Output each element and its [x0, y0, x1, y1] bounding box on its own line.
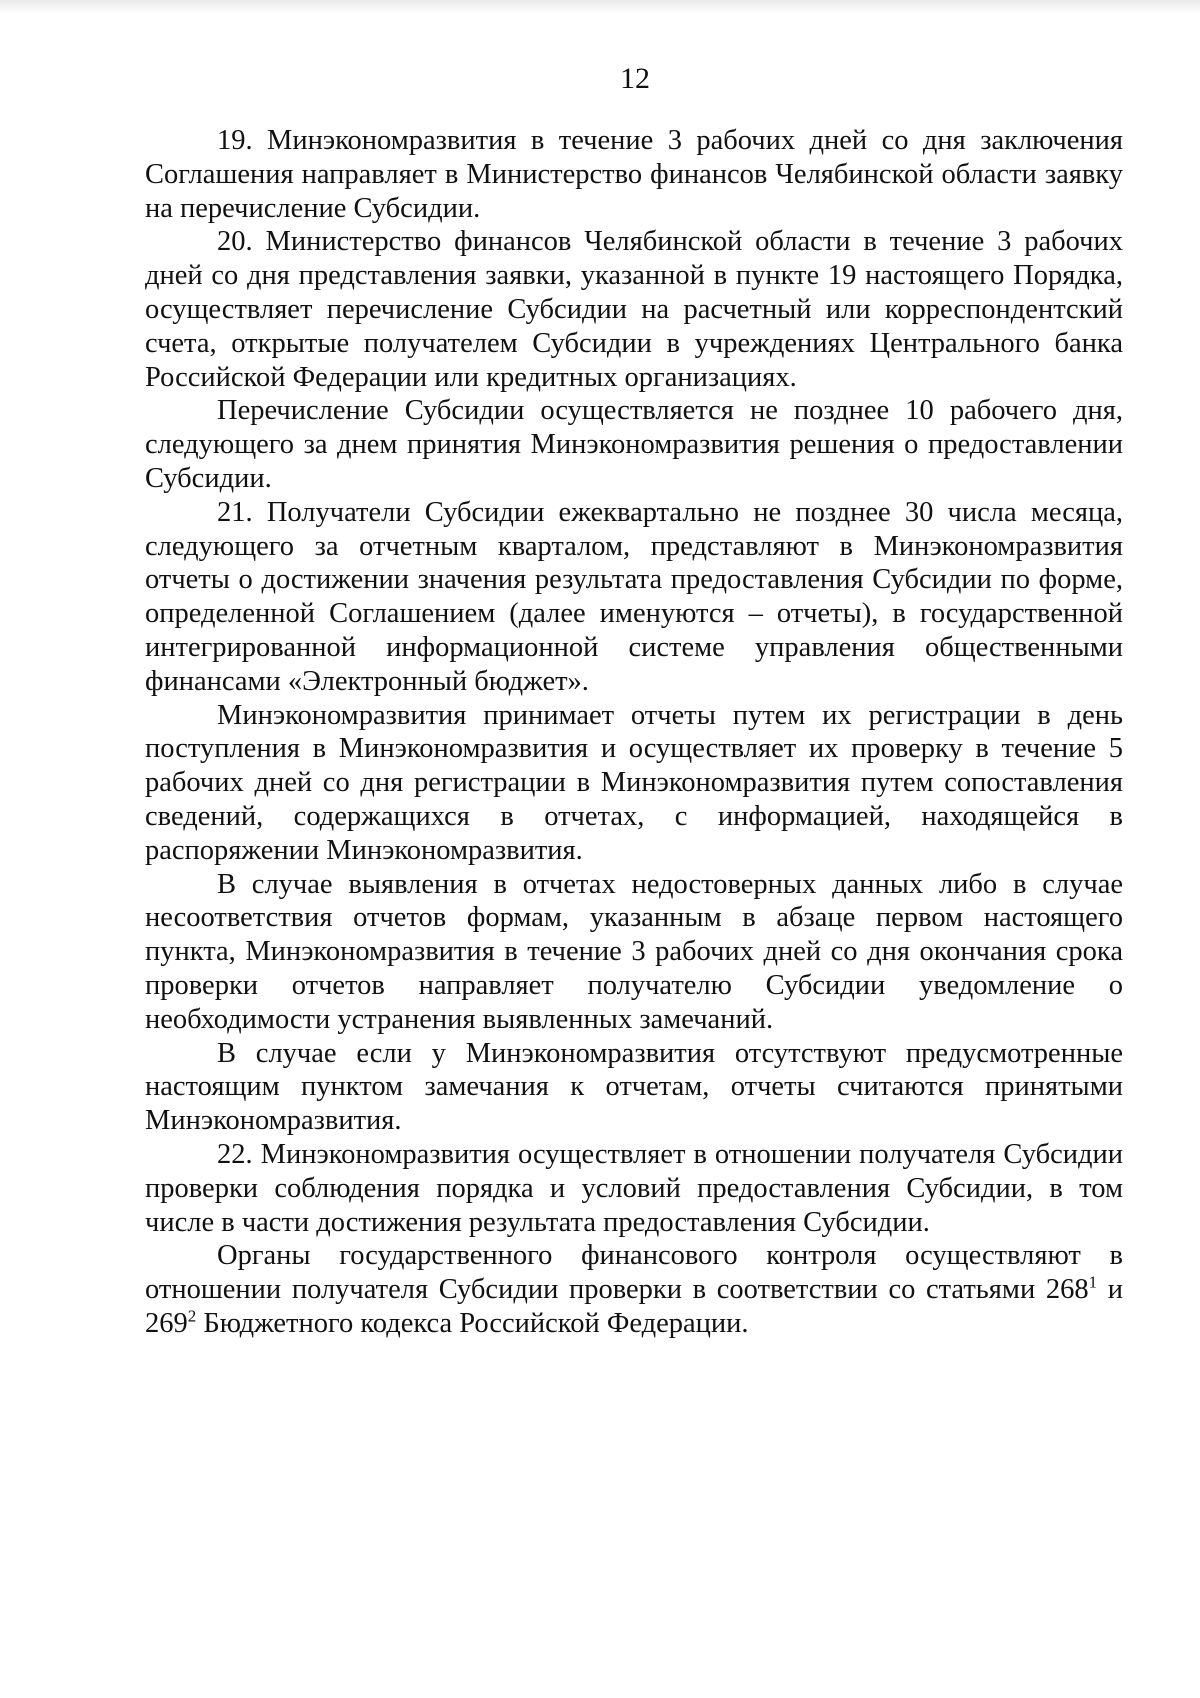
final-text-part-1: Органы государственного финансового контроля осуществляют в отношении получателя Субсидии проверки в соответствии со статьями 268 — [145, 1240, 1123, 1306]
superscript-2: 2 — [187, 1306, 197, 1326]
superscript-1: 1 — [1088, 1272, 1098, 1292]
page-number: 12 — [620, 62, 650, 95]
paragraph-21-no-remarks: В случае если у Минэкономразвития отсутствуют предусмотренные настоящим пунктом замечания к отчетам, отчеты считаются принятыми Минэкономразвития. — [145, 1037, 1123, 1137]
final-text-part-3: Бюджетного кодекса Российской Федерации. — [196, 1307, 749, 1339]
paragraph-20: 20. Министерство финансов Челябинской области в течение 3 рабочих дней со дня представления заявки, указанной в пункте 19 настоящего Порядка, осуществляет перечисление Субсидии на расчетный или корреспондентский счета, открытые получателем Субсидии в учреждениях Центрального банка Российской Федерации или кредитных организациях. — [145, 226, 1123, 393]
paragraph-19: 19. Минэкономразвития в течение 3 рабочих дней со дня заключения Соглашения направляет в Министерство финансов Челябинской области заявку на перечисление Субсидии. — [145, 125, 1123, 224]
document-body — [145, 124, 1123, 1341]
paragraph-21-report-acceptance: Минэкономразвития принимает отчеты путем их регистрации в день поступления в Минэкономразвития и осуществляет их проверку в течение 5 рабочих дней со дня регистрации в Минэкономразвития путем сопоставления сведений, содержащихся в отчетах, с информацией, находящейся в распоряжении Минэкономразвития. — [145, 699, 1123, 866]
paragraph-20-transfer-deadline: Перечисление Субсидии осуществляется не позднее 10 рабочего дня, следующего за днем принятия Минэкономразвития решения о предоставлении Субсидии. — [145, 395, 1123, 494]
paragraph-21: 21. Получатели Субсидии ежеквартально не позднее 30 числа месяца, следующего за отчетным кварталом, представляют в Минэкономразвития отчеты о достижении значения результата предоставления Субсидии по форме, определенной Соглашением (далее именуются – отчеты), в государственной интегрированной информационной системе управления общественными финансами «Электронный бюджет». — [145, 496, 1123, 697]
paragraph-22: 22. Минэкономразвития осуществляет в отношении получателя Субсидии проверки соблюдения порядка и условий предоставления Субсидии, в том числе в части достижения результата предоставления Субсидии. — [145, 1138, 1123, 1238]
paragraph-22-financial-control — [145, 1239, 1123, 1340]
paragraph-21-discrepancies: В случае выявления в отчетах недостоверных данных либо в случае несоответствия отчетов формам, указанным в абзаце первом настоящего пункта, Минэкономразвития в течение 3 рабочих дней со дня окончания срока проверки отчетов направляет получателю Субсидии уведомление о необходимости устранения выявленных замечаний. — [145, 868, 1123, 1035]
final-text-part-2: и 269 — [145, 1274, 1123, 1339]
scan-edge-shadow — [0, 0, 1200, 14]
